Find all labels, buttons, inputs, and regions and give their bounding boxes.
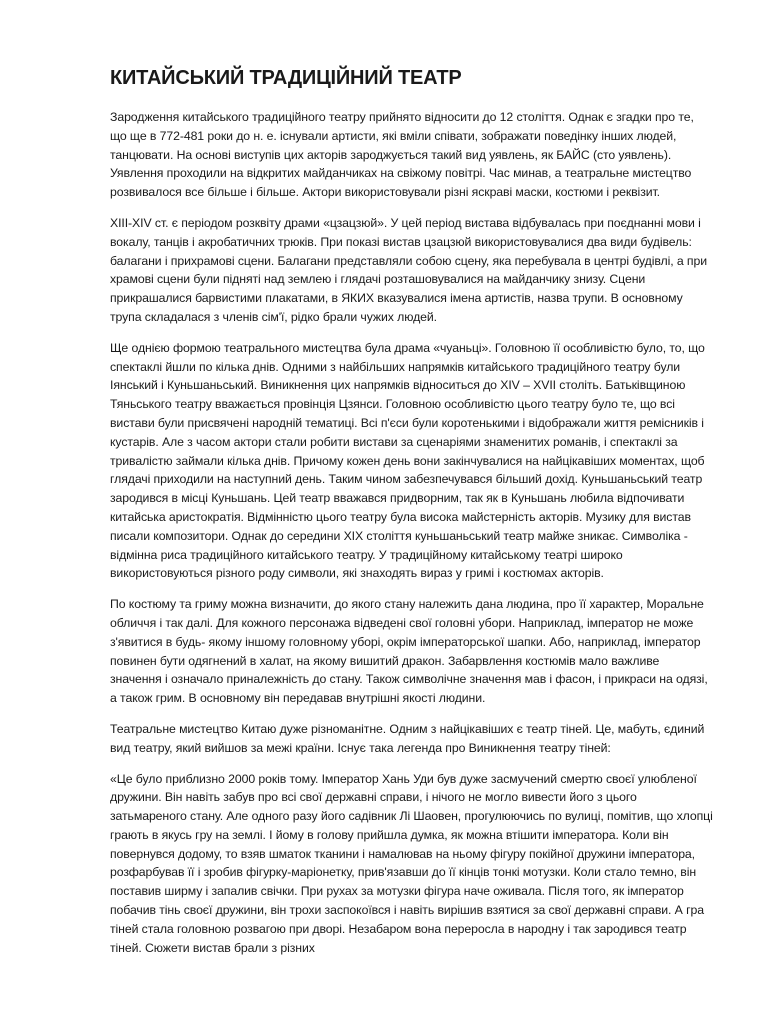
paragraph-costume-makeup: По костюму та гриму можна визначити, до якого стану належить дана людина, про її характер, Моральне обличчя і так далі. Для кожного персонажа відведені свої головні убори. Наприклад, імператор не може з'явитися в будь- якому іншому головному уборі, окрім імператорської шапки. Або, наприклад, імператор повинен бути одягнений в халат, на якому вишитий дракон. Забарвлення костюмів мало важливе значення і означало приналежність до стану. Також символічне значення мав і фасон, і прикраси на одязі, а також грим. В основному він передавав внутрішні якості людини. — [110, 597, 708, 706]
document-title: КИТАЙСЬКИЙ ТРАДИЦІЙНИЙ ТЕАТР — [110, 67, 462, 89]
document-page — [110, 66, 713, 969]
paragraph-tszatszyui: XIII-XIV ст. є періодом розквіту драми «цзацзюй». У цей період вистава відбувалась при поєднанні мови і вокалу, танців і акробатичних трюків. При показі вистав цзацзюй використовувалися два види будівель: балагани і прихрамові сцени. Балагани представляли собою сцену, яка перебувала в центрі будівлі, а при храмові сцени були підняті над землею і глядачі розташовувалися на майданчику знизу. Сцени прикрашалися барвистими плакатами, в ЯКИХ вказувалися імена артистів, назва трупи. В основному трупа складалася з членів сім'ї, рідко брали чужих людей. — [110, 215, 707, 324]
paragraph-origins: Зародження китайського традиційного театру прийнято відносити до 12 століття. Однак є згадки про те, що ще в 772-481 роки до н. е. існували артисти, які вміли співати, зображати поведінку інших людей, танцювати. На основі виступів цих акторів зароджується такий вид уявлень, як БАЙС (сто уявлень). Уявлення проходили на відкритих майданчиках на свіжому повітрі. Час минав, а театральне мистецтво розвивалося все більше і більше. Актори використовували різні яскраві маски, костюми і реквізит. — [110, 110, 694, 200]
paragraph-legend: «Це було приблизно 2000 років тому. Імператор Хань Уди був дуже засмучений смертю своєї улюбленої дружини. Він навіть забув про всі свої державні справи, і нічого не могло вивести його з цього затьмареного стану. Але одного разу його садівник Лі Шаовен, прогулюючись по вулиці, помітив, що хлопці грають в якусь гру на землі. І йому в голову прийшла думка, як можна втішити імператора. Коли він повернувся додому, то взяв шматок тканини і намалював на ньому фігуру покійної дружини імператора, розфарбував її і зробив фігурку-маріонетку, прив'язавши до її кінців тонкі мотузки. Коли стало темно, він поставив ширму і запалив свічки. При рухах за мотузки фігура наче оживала. Після того, як імператор побачив тінь своєї дружини, він трохи заспокоївся і навіть вирішив взятися за свої державні справи. А гра тіней стала головною розвагою при дворі. Незабаром вона переросла в народну і так зародився театр тіней. Сюжети вистав брали з різних — [110, 771, 713, 955]
paragraph-shadow-theatre: Театральне мистецтво Китаю дуже різноманітне. Одним з найцікавіших є театр тіней. Це, мабуть, єдиний вид театру, який вийшов за межі країни. Існує така легенда про Виникнення театру тіней: — [110, 721, 705, 755]
paragraph-chuantsi: Ще однією формою театрального мистецтва була драма «чуаньці». Головною її особливістю було, то, що спектаклі йшли по кілька днів. Одними з найбільших напрямків китайського традиційного театру були Іянський і Куньшаньський. Виникнення цих напрямків відноситься до XIV – XVII століть. Батьківщиною Тяньського театру вважається провінція Цзянси. Головною особливістю цього театру було те, що всі вистави були присвячені народній тематиці. Всі п'єси були коротенькими і відображали життя ремісників і кустарів. Але з часом актори стали робити вистави за сценаріями знаменитих романів, і спектаклі за тривалістю займали кілька днів. Причому кожен день вони закінчувалися на найцікавіших моментах, щоб глядачі приходили на наступний день. Таким чином забезпечувався більший дохід. Куньшаньський театр зародився в місці Куньшань. Цей театр вважався придворним, так як в Куньшань любила відпочивати китайська аристократія. Відмінністю цього театру була висока майстерність акторів. Музику для вистав писали композитори. Однак до середини XIX століття куньшаньський театр майже зникає. Символіка - відмінна риса традиційного китайського театру. У традиційному китайському театрі широко використовуються різного роду символи, які знаходять вираз у гримі і костюмах акторів. — [110, 340, 705, 581]
